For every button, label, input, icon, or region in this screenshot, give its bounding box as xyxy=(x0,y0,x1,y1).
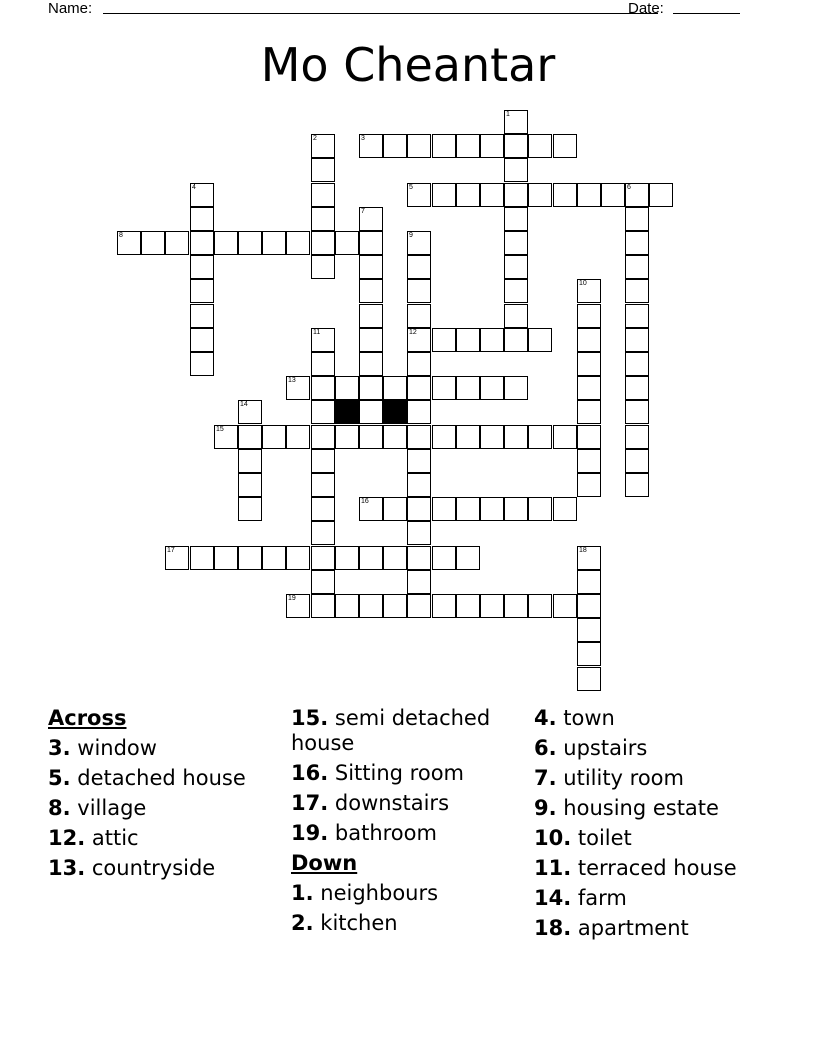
grid-cell[interactable] xyxy=(504,304,528,328)
clue-text: countryside xyxy=(91,855,216,880)
grid-cell[interactable] xyxy=(311,497,335,521)
grid-cell[interactable] xyxy=(165,231,189,255)
clue-number: 6 xyxy=(627,184,631,191)
clue-number: 19 xyxy=(288,595,296,602)
clue-item xyxy=(48,733,283,763)
grid-cell[interactable] xyxy=(480,594,504,618)
clue-text: semi detached house xyxy=(291,705,491,755)
grid-cell[interactable] xyxy=(311,255,335,279)
grid-cell[interactable] xyxy=(577,400,601,424)
grid-cell[interactable] xyxy=(311,473,335,497)
grid-cell[interactable] xyxy=(407,473,431,497)
clue-number-label: 13. xyxy=(48,855,86,880)
clue-number: 1 xyxy=(506,111,510,118)
grid-cell[interactable] xyxy=(407,183,431,207)
grid-cell[interactable] xyxy=(625,376,649,400)
date-label: Date: xyxy=(628,0,664,17)
grid-cell[interactable] xyxy=(528,134,552,158)
grid-cell[interactable] xyxy=(407,425,431,449)
clue-column-3 xyxy=(534,703,794,943)
grid-cell[interactable] xyxy=(407,304,431,328)
grid-cell[interactable] xyxy=(456,425,480,449)
clue-text: upstairs xyxy=(563,735,648,760)
grid-cell[interactable] xyxy=(407,328,431,352)
grid-cell[interactable] xyxy=(359,352,383,376)
grid-cell[interactable] xyxy=(407,546,431,570)
grid-cell[interactable] xyxy=(625,328,649,352)
grid-cell[interactable] xyxy=(407,231,431,255)
grid-cell[interactable] xyxy=(504,134,528,158)
grid-cell[interactable] xyxy=(335,376,359,400)
clue-item xyxy=(291,758,526,788)
grid-cell[interactable] xyxy=(311,449,335,473)
grid-cell[interactable] xyxy=(577,570,601,594)
grid-cell[interactable] xyxy=(262,425,286,449)
clue-number-label: 6. xyxy=(534,735,557,760)
grid-cell[interactable] xyxy=(359,425,383,449)
grid-cell[interactable] xyxy=(311,546,335,570)
clue-number: 15 xyxy=(216,426,224,433)
grid-cell[interactable] xyxy=(625,279,649,303)
grid-cell[interactable] xyxy=(311,134,335,158)
grid-cell[interactable] xyxy=(577,183,601,207)
grid-cell[interactable] xyxy=(311,207,335,231)
grid-cell[interactable] xyxy=(407,376,431,400)
grid-cell[interactable] xyxy=(577,667,601,691)
clue-text: bathroom xyxy=(334,820,437,845)
grid-cell[interactable] xyxy=(528,425,552,449)
grid-cell[interactable] xyxy=(311,231,335,255)
grid-cell[interactable] xyxy=(456,497,480,521)
grid-cell[interactable] xyxy=(359,231,383,255)
clue-text: downstairs xyxy=(334,790,450,815)
grid-cell[interactable] xyxy=(238,425,262,449)
clue-heading-across: Across xyxy=(48,706,127,730)
clue-number: 14 xyxy=(240,401,248,408)
clue-text: farm xyxy=(577,885,627,910)
grid-cell[interactable] xyxy=(262,546,286,570)
clue-number-label: 15. xyxy=(291,705,329,730)
grid-cell[interactable] xyxy=(311,521,335,545)
grid-cell[interactable] xyxy=(407,400,431,424)
clue-number-label: 3. xyxy=(48,735,71,760)
clue-text: kitchen xyxy=(320,910,398,935)
grid-cell[interactable] xyxy=(190,207,214,231)
grid-cell[interactable] xyxy=(432,497,456,521)
grid-cell[interactable] xyxy=(141,231,165,255)
grid-cell[interactable] xyxy=(383,376,407,400)
clue-number-label: 14. xyxy=(534,885,572,910)
grid-cell[interactable] xyxy=(311,352,335,376)
grid-cell[interactable] xyxy=(407,134,431,158)
clue-number-label: 8. xyxy=(48,795,71,820)
clue-item xyxy=(534,823,794,853)
clue-text: window xyxy=(77,735,157,760)
grid-cell[interactable] xyxy=(577,279,601,303)
grid-cell[interactable] xyxy=(311,570,335,594)
grid-cell[interactable] xyxy=(335,425,359,449)
grid-cell[interactable] xyxy=(286,546,310,570)
grid-cell[interactable] xyxy=(238,473,262,497)
grid-cell[interactable] xyxy=(190,352,214,376)
grid-cell[interactable] xyxy=(359,207,383,231)
grid-cell[interactable] xyxy=(456,183,480,207)
grid-cell[interactable] xyxy=(553,497,577,521)
grid-cell[interactable] xyxy=(432,546,456,570)
grid-cell[interactable] xyxy=(625,352,649,376)
grid-cell[interactable] xyxy=(286,594,310,618)
grid-cell[interactable] xyxy=(359,134,383,158)
grid-cell[interactable] xyxy=(625,207,649,231)
grid-cell[interactable] xyxy=(577,352,601,376)
grid-cell[interactable] xyxy=(577,594,601,618)
grid-cell[interactable] xyxy=(577,618,601,642)
grid-cell[interactable] xyxy=(238,449,262,473)
grid-cell[interactable] xyxy=(311,400,335,424)
grid-cell[interactable] xyxy=(504,183,528,207)
grid-cell[interactable] xyxy=(480,134,504,158)
clue-number: 17 xyxy=(167,547,175,554)
grid-cell[interactable] xyxy=(456,546,480,570)
clue-number-label: 1. xyxy=(291,880,314,905)
grid-cell[interactable] xyxy=(190,279,214,303)
grid-cell[interactable] xyxy=(190,183,214,207)
grid-cell[interactable] xyxy=(577,449,601,473)
grid-cell[interactable] xyxy=(432,183,456,207)
clue-text: terraced house xyxy=(577,855,737,880)
clue-item xyxy=(291,788,526,818)
clue-item xyxy=(48,853,283,883)
clue-text: housing estate xyxy=(563,795,719,820)
clue-number: 13 xyxy=(288,377,296,384)
grid-cell[interactable] xyxy=(625,255,649,279)
grid-cell[interactable] xyxy=(504,231,528,255)
clue-item xyxy=(48,823,283,853)
clue-text: Sitting room xyxy=(334,760,464,785)
clue-number-label: 12. xyxy=(48,825,86,850)
grid-cell[interactable] xyxy=(311,328,335,352)
clue-item xyxy=(291,878,526,908)
grid-cell[interactable] xyxy=(407,449,431,473)
grid-cell[interactable] xyxy=(504,328,528,352)
grid-cell[interactable] xyxy=(625,473,649,497)
clue-number-label: 2. xyxy=(291,910,314,935)
grid-cell[interactable] xyxy=(625,183,649,207)
grid-cell[interactable] xyxy=(456,594,480,618)
grid-cell[interactable] xyxy=(504,497,528,521)
grid-cell[interactable] xyxy=(238,231,262,255)
grid-cell[interactable] xyxy=(432,425,456,449)
black-square xyxy=(383,400,407,424)
grid-cell[interactable] xyxy=(311,183,335,207)
grid-cell[interactable] xyxy=(625,425,649,449)
grid-cell[interactable] xyxy=(577,376,601,400)
grid-cell[interactable] xyxy=(335,594,359,618)
clue-number: 12 xyxy=(409,329,417,336)
grid-cell[interactable] xyxy=(577,425,601,449)
clue-item xyxy=(291,818,526,848)
clue-number-label: 9. xyxy=(534,795,557,820)
grid-cell[interactable] xyxy=(311,425,335,449)
grid-cell[interactable] xyxy=(504,594,528,618)
grid-cell[interactable] xyxy=(456,328,480,352)
grid-cell[interactable] xyxy=(456,376,480,400)
grid-cell[interactable] xyxy=(528,594,552,618)
clue-number: 10 xyxy=(579,280,587,287)
clue-item xyxy=(534,793,794,823)
grid-cell[interactable] xyxy=(528,183,552,207)
clue-number-label: 17. xyxy=(291,790,329,815)
grid-cell[interactable] xyxy=(311,376,335,400)
clue-number: 5 xyxy=(409,184,413,191)
grid-cell[interactable] xyxy=(480,497,504,521)
grid-cell[interactable] xyxy=(577,642,601,666)
grid-cell[interactable] xyxy=(504,158,528,182)
clue-number: 18 xyxy=(579,547,587,554)
grid-cell[interactable] xyxy=(359,594,383,618)
clue-number-label: 5. xyxy=(48,765,71,790)
grid-cell[interactable] xyxy=(625,231,649,255)
grid-cell[interactable] xyxy=(335,231,359,255)
grid-cell[interactable] xyxy=(238,546,262,570)
clue-item xyxy=(48,793,283,823)
clue-column-2 xyxy=(291,703,526,938)
clue-number: 2 xyxy=(313,135,317,142)
black-square xyxy=(335,400,359,424)
grid-cell[interactable] xyxy=(504,110,528,134)
clue-item xyxy=(534,853,794,883)
grid-cell[interactable] xyxy=(359,328,383,352)
grid-cell[interactable] xyxy=(238,497,262,521)
grid-cell[interactable] xyxy=(625,304,649,328)
grid-cell[interactable] xyxy=(480,328,504,352)
grid-cell[interactable] xyxy=(190,546,214,570)
grid-cell[interactable] xyxy=(504,425,528,449)
clue-number-label: 11. xyxy=(534,855,572,880)
clue-number: 4 xyxy=(192,184,196,191)
clue-number: 16 xyxy=(361,498,369,505)
grid-cell[interactable] xyxy=(625,449,649,473)
grid-cell[interactable] xyxy=(432,376,456,400)
grid-cell[interactable] xyxy=(528,497,552,521)
grid-cell[interactable] xyxy=(286,231,310,255)
clue-number: 7 xyxy=(361,208,365,215)
grid-cell[interactable] xyxy=(359,376,383,400)
clue-item xyxy=(291,908,526,938)
grid-cell[interactable] xyxy=(480,425,504,449)
clue-item xyxy=(534,703,794,733)
clue-text: attic xyxy=(91,825,139,850)
grid-cell[interactable] xyxy=(407,352,431,376)
grid-cell[interactable] xyxy=(190,255,214,279)
grid-cell[interactable] xyxy=(190,231,214,255)
clue-number-label: 18. xyxy=(534,915,572,940)
grid-cell[interactable] xyxy=(407,255,431,279)
clue-text: neighbours xyxy=(320,880,439,905)
grid-cell[interactable] xyxy=(504,255,528,279)
grid-cell[interactable] xyxy=(359,304,383,328)
grid-cell[interactable] xyxy=(432,594,456,618)
grid-cell[interactable] xyxy=(214,425,238,449)
grid-cell[interactable] xyxy=(190,328,214,352)
clue-text: utility room xyxy=(563,765,684,790)
grid-cell[interactable] xyxy=(456,134,480,158)
grid-cell[interactable] xyxy=(335,546,359,570)
grid-cell[interactable] xyxy=(238,400,262,424)
grid-cell[interactable] xyxy=(190,304,214,328)
grid-cell[interactable] xyxy=(383,134,407,158)
grid-cell[interactable] xyxy=(625,400,649,424)
grid-cell[interactable] xyxy=(504,279,528,303)
grid-cell[interactable] xyxy=(528,328,552,352)
clue-number: 11 xyxy=(313,329,321,336)
grid-cell[interactable] xyxy=(601,183,625,207)
clue-item xyxy=(534,763,794,793)
grid-cell[interactable] xyxy=(359,255,383,279)
grid-cell[interactable] xyxy=(407,279,431,303)
clue-number: 9 xyxy=(409,232,413,239)
puzzle-title: Mo Cheantar xyxy=(260,38,556,92)
grid-cell[interactable] xyxy=(214,546,238,570)
clue-number-label: 16. xyxy=(291,760,329,785)
grid-cell[interactable] xyxy=(553,425,577,449)
grid-cell[interactable] xyxy=(649,183,673,207)
grid-cell[interactable] xyxy=(407,497,431,521)
grid-cell[interactable] xyxy=(359,497,383,521)
grid-cell[interactable] xyxy=(359,279,383,303)
clue-item xyxy=(291,703,526,758)
clue-number: 3 xyxy=(361,135,365,142)
clue-column-1 xyxy=(48,703,283,883)
clue-number-label: 19. xyxy=(291,820,329,845)
clue-text: detached house xyxy=(77,765,246,790)
clue-text: town xyxy=(563,705,615,730)
grid-cell[interactable] xyxy=(553,183,577,207)
grid-cell[interactable] xyxy=(311,158,335,182)
grid-cell[interactable] xyxy=(286,376,310,400)
clue-number: 8 xyxy=(119,232,123,239)
grid-cell[interactable] xyxy=(383,546,407,570)
grid-cell[interactable] xyxy=(504,207,528,231)
grid-cell[interactable] xyxy=(577,304,601,328)
clue-heading-down: Down xyxy=(291,851,358,875)
grid-cell[interactable] xyxy=(359,400,383,424)
grid-cell[interactable] xyxy=(577,546,601,570)
grid-cell[interactable] xyxy=(432,328,456,352)
grid-cell[interactable] xyxy=(286,425,310,449)
grid-cell[interactable] xyxy=(165,546,189,570)
grid-cell[interactable] xyxy=(577,328,601,352)
grid-cell[interactable] xyxy=(432,134,456,158)
clue-number-label: 10. xyxy=(534,825,572,850)
clue-item xyxy=(48,763,283,793)
grid-cell[interactable] xyxy=(577,473,601,497)
clue-text: village xyxy=(77,795,147,820)
grid-cell[interactable] xyxy=(117,231,141,255)
grid-cell[interactable] xyxy=(504,376,528,400)
clue-number-label: 7. xyxy=(534,765,557,790)
grid-cell[interactable] xyxy=(383,425,407,449)
grid-cell[interactable] xyxy=(383,594,407,618)
grid-cell[interactable] xyxy=(407,521,431,545)
clue-text: apartment xyxy=(577,915,689,940)
grid-cell[interactable] xyxy=(553,594,577,618)
clue-item xyxy=(534,733,794,763)
clue-number-label: 4. xyxy=(534,705,557,730)
grid-cell[interactable] xyxy=(407,594,431,618)
grid-cell[interactable] xyxy=(359,546,383,570)
clue-item xyxy=(534,913,794,943)
name-label: Name: xyxy=(48,0,93,17)
grid-cell[interactable] xyxy=(311,594,335,618)
grid-cell[interactable] xyxy=(480,376,504,400)
grid-cell[interactable] xyxy=(480,183,504,207)
grid-cell[interactable] xyxy=(214,231,238,255)
clue-item xyxy=(534,883,794,913)
grid-cell[interactable] xyxy=(262,231,286,255)
clue-text: toilet xyxy=(577,825,632,850)
grid-cell[interactable] xyxy=(553,134,577,158)
grid-cell[interactable] xyxy=(407,570,431,594)
grid-cell[interactable] xyxy=(383,497,407,521)
